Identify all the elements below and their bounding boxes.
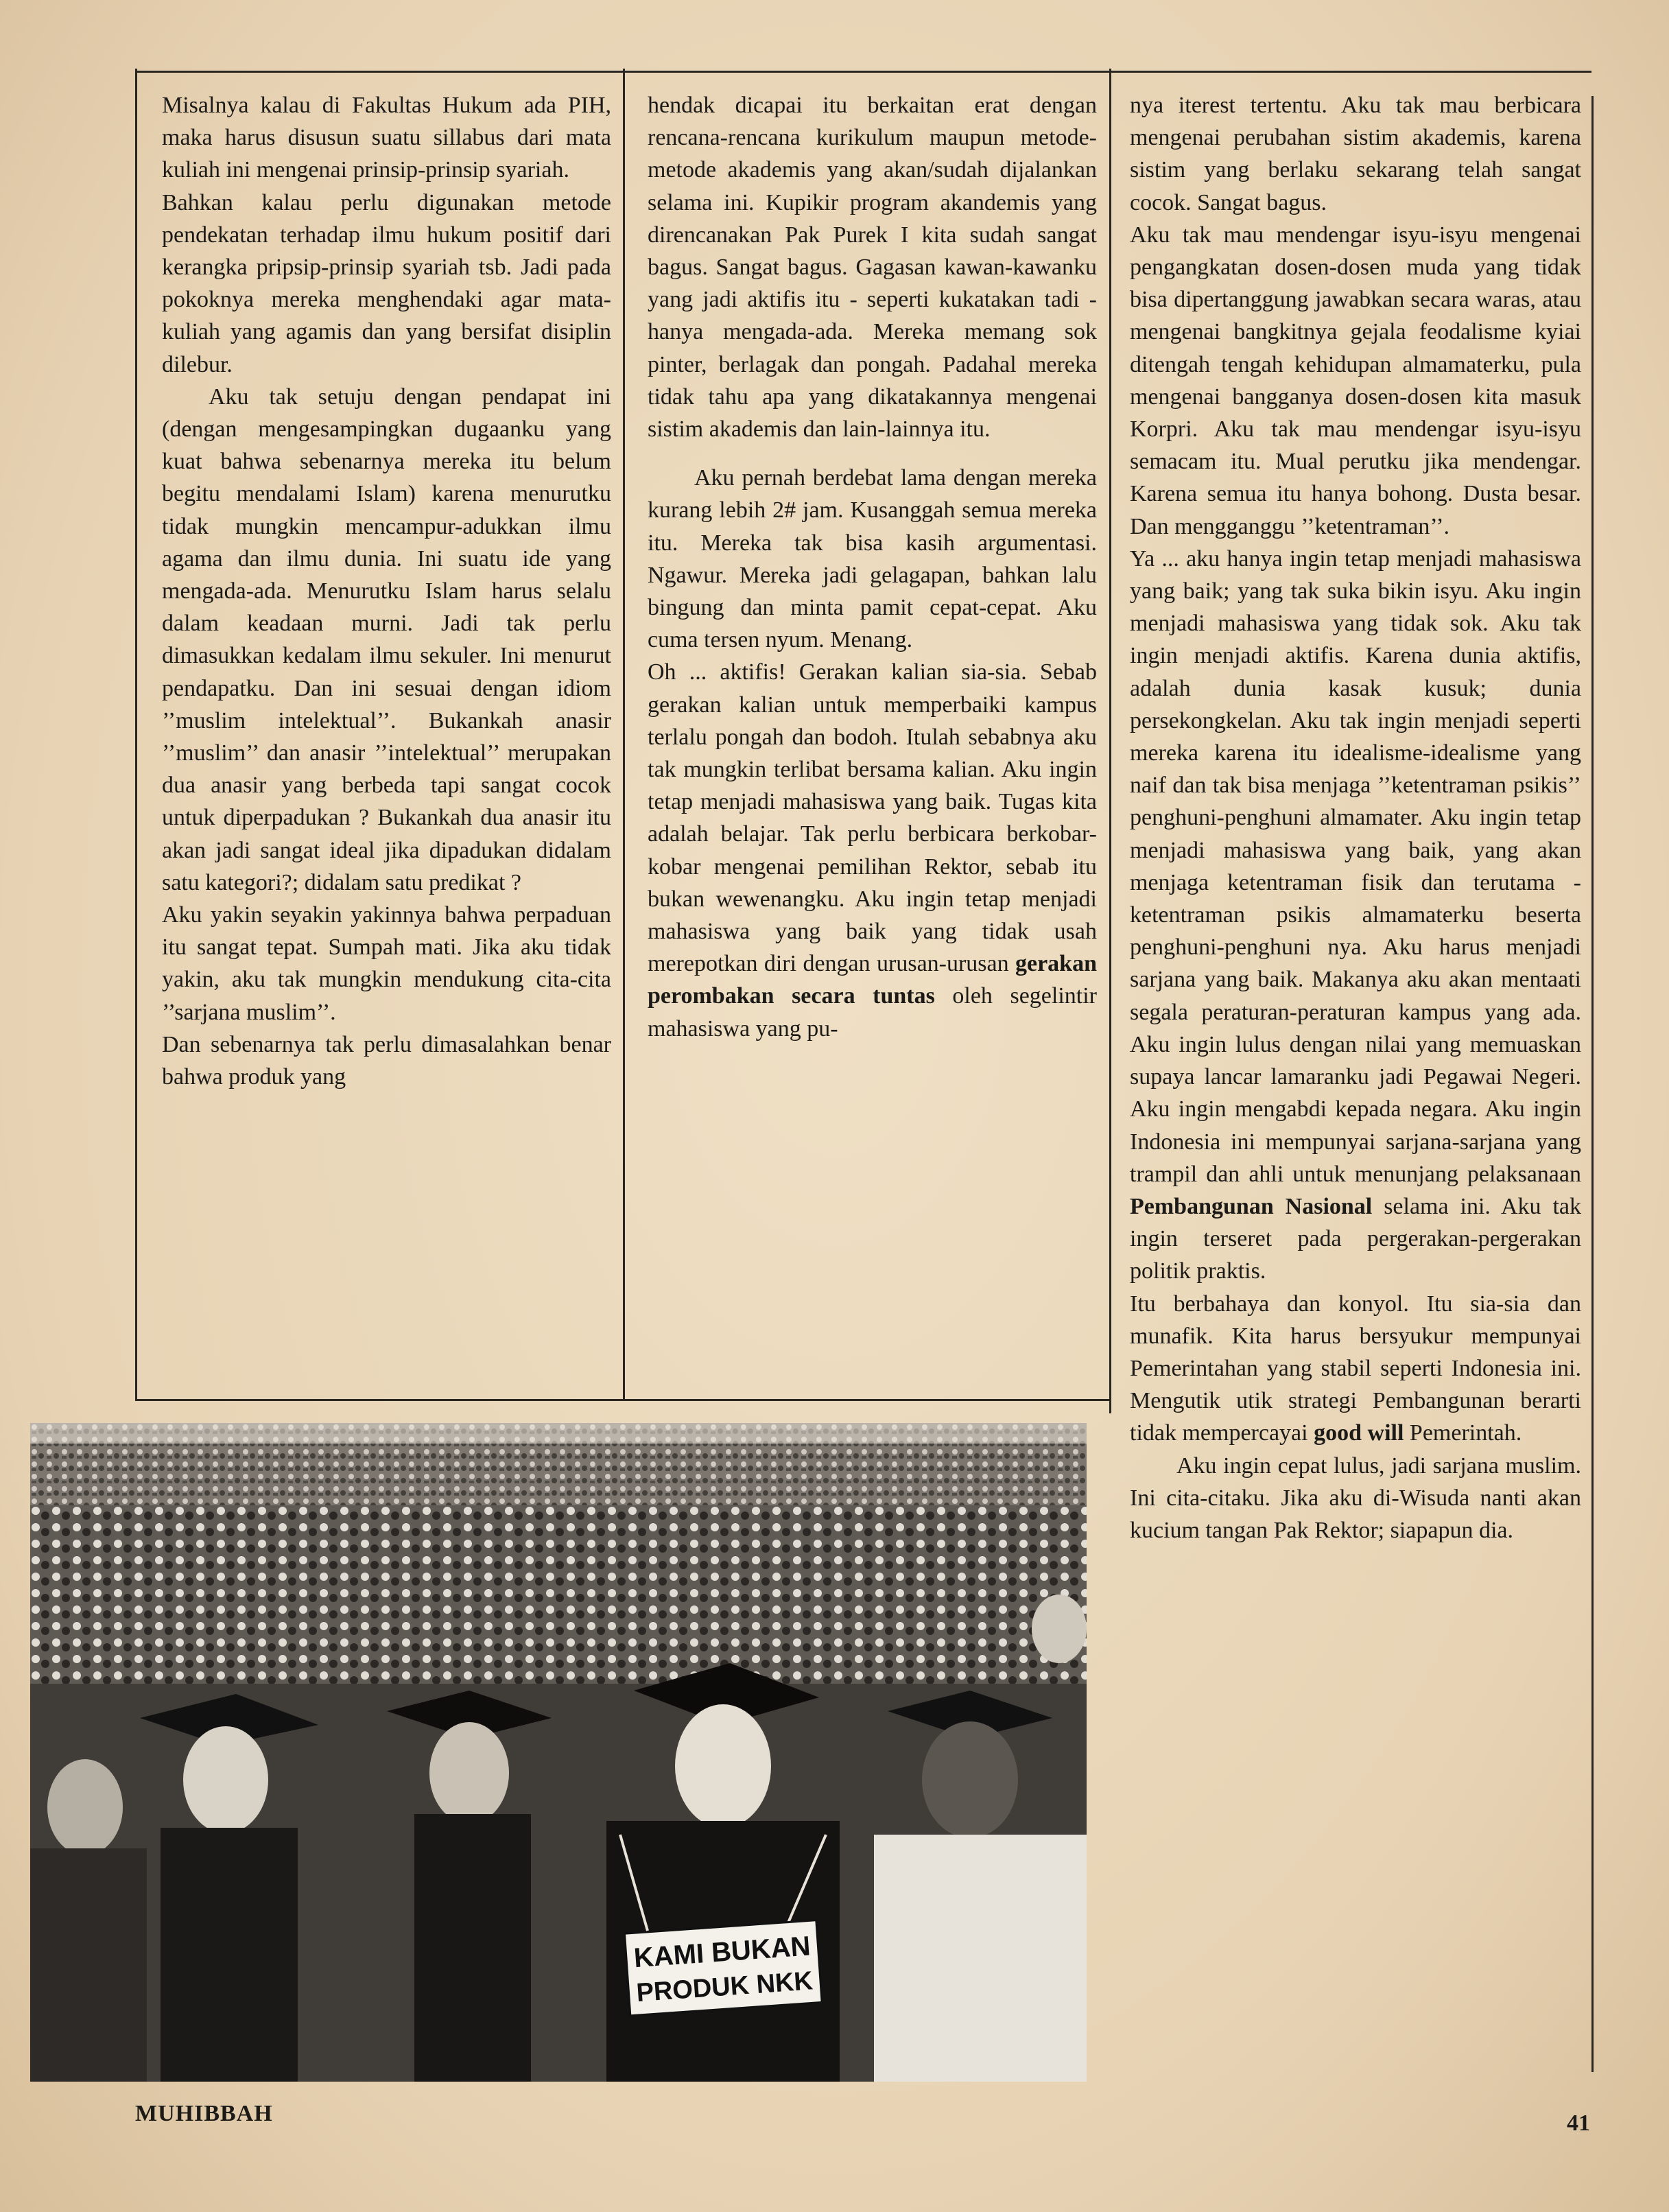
paragraph: Aku yakin seyakin yakinnya bahwa perpaduan itu sangat tepat. Sumpah mati. Jika aku tidak yakin, aku tak mungkin mendukung cita-cita ’’sarjana muslim’’.	[162, 902, 611, 1025]
paragraph: Aku tak setuju dengan pendapat ini (dengan mengesampingkan dugaanku yang kuat bahwa sebenarnya mereka itu belum begitu mendalami Islam) karena menurutku tidak mungkin mencampur-adukkan ilmu agama dan ilmu dunia. Ini suatu ide yang mengada-ada. Menurutku Islam harus selalu dalam keadaan murni. Jadi tak perlu dimasukkan kedalam ilmu sekuler. Ini menurut pendapatku. Dan ini sesuai dengan idiom ’’muslim intelektual’’. Bukankah anasir ’’muslim’’ dan anasir ’’intelektual’’ merupakan dua anasir yang berbeda tapi sangat cocok untuk diperpadukan ? Bukankah dua anasir itu akan jadi sangat ideal jika dipadukan didalam satu kategori?; didalam satu predikat ?	[162, 384, 611, 895]
paragraph	[1130, 543, 1581, 1288]
column-divider-mid-1	[623, 69, 625, 1401]
paragraph	[1130, 1288, 1581, 1450]
article-column-3	[1130, 89, 1581, 1546]
sign-line-2: PRODUK NKK	[635, 1966, 814, 2008]
graduation-photo	[30, 1423, 1087, 2082]
paragraph: Aku ingin cepat lulus, jadi sarjana muslim. Ini cita-citaku. Jika aku di-Wisuda nanti akan kucium tangan Pak Rektor; siapapun dia.	[1130, 1452, 1581, 1543]
top-rule	[135, 71, 1591, 73]
paragraph-text: Itu berbahaya dan konyol. Itu sia-sia dan munafik. Kita harus bersyukur mempunyai Pemerintahan yang stabil seperti Indonesia ini. Mengutik utik strategi Pembangunan berarti tidak mempercayai	[1130, 1291, 1581, 1446]
column-divider-right	[1591, 96, 1594, 2072]
photo-graphic	[30, 1423, 1087, 2082]
paragraph: hendak dicapai itu berkaitan erat dengan rencana-rencana kurikulum maupun metode-metode akademis yang akan/sudah dijalankan selama ini. Kupikir program akandemis yang direncanakan Pak Purek I kita sudah sangat bagus. Sangat bagus. Gagasan kawan-kawanku yang jadi aktifis itu - seperti kukatakan tadi - hanya mengada-ada. Mereka memang sok pinter, berlagak dan pongah. Padahal mereka tidak tahu apa yang dikatakannya mengenai sistim akademis dan lain-lainnya itu.	[648, 93, 1097, 443]
paragraph: Dan sebenarnya tak perlu dimasalahkan benar bahwa produk yang	[162, 1031, 611, 1090]
protest-sign	[624, 1920, 822, 2016]
article-column-1	[162, 89, 611, 1093]
column-divider-mid-2	[1109, 69, 1111, 1413]
paragraph-text: Oh ... aktifis! Gerakan kalian sia-sia. Sebab gerakan kalian untuk memperbaiki kampus terlalu pongah dan bodoh. Itulah sebabnya aku tak mungkin terlibat bersama kalian. Aku ingin tetap menjadi mahasiswa yang baik. Tugas kita adalah belajar. Tak perlu berbicara berkobar-kobar mengenai pemilihan Rektor, sebab itu bukan wewenangku. Aku ingin tetap menjadi mahasiswa yang baik yang tidak usah merepotkan diri dengan urusan-urusan	[648, 659, 1097, 977]
bold-phrase: gerakan perombakan secara tuntas	[648, 951, 1097, 1009]
paragraph	[648, 656, 1097, 1044]
magazine-name: MUHIBBAH	[135, 2101, 273, 2126]
bold-phrase: good will	[1314, 1420, 1404, 1446]
photo-top-rule	[135, 1399, 1111, 1401]
paragraph: Bahkan kalau perlu digunakan metode pendekatan terhadap ilmu hukum positif dari kerangka pripsip-prinsip syariah tsb. Jadi pada pokoknya mereka menghendaki agar mata-kuliah yang agamis dan yang bersifat disiplin dilebur.	[162, 189, 611, 377]
paragraph: nya iterest tertentu. Aku tak mau berbicara mengenai perubahan sistim akademis, karena sistim yang berlaku sekarang telah sangat cocok. Sangat bagus.	[1130, 93, 1581, 215]
paragraph: Aku pernah berdebat lama dengan mereka kurang lebih 2# jam. Kusanggah semua mereka itu. Mereka tak bisa kasih argumentasi. Ngawur. Mereka jadi gelagapan, bahkan lalu bingung dan minta pamit cepat-cepat. Aku cuma tersen nyum. Menang.	[648, 465, 1097, 653]
column-divider-left	[135, 69, 137, 1401]
bold-phrase: Pembangunan Nasional	[1130, 1193, 1373, 1219]
paragraph-text: Ya ... aku hanya ingin tetap menjadi mahasiswa yang baik; yang tak suka bikin isyu. Aku ingin menjadi mahasiswa yang tidak sok. Aku tak ingin menjadi aktifis. Karena dunia aktifis, adalah dunia kasak kusuk; dunia persekongkelan. Aku tak ingin menjadi seperti mereka karena itu idealisme-idealisme yang naif dan tak bisa menjaga ’’ketentraman psikis’’ penghuni-penghuni almamater. Aku ingin tetap menjadi mahasiswa yang baik, yang akan menjaga ketentraman fisik dan terutama - ketentraman psikis almamaterku beserta penghuni-penghuni nya. Aku harus menjadi sarjana yang baik. Makanya aku akan mentaati segala peraturan-peraturan kampus yang ada. Aku ingin lulus dengan nilai yang memuaskan supaya lancar lamaranku jadi Pegawai Negeri. Aku ingin mengabdi kepada negara. Aku ingin Indonesia ini mempunyai sarjana-sarjana yang trampil dan ahli untuk menunjang pelaksanaan	[1130, 545, 1581, 1187]
paragraph-text: oleh segelintir mahasiswa yang pu-	[648, 983, 1097, 1042]
sign-line-1: KAMI BUKAN	[632, 1931, 812, 1974]
paragraph-text: selama ini. Aku tak ingin terseret pada pergerakan-pergerakan politik praktis.	[1130, 1193, 1581, 1284]
paragraph: Aku tak mau mendengar isyu-isyu mengenai pengangkatan dosen-dosen muda yang tidak bisa dipertanggung jawabkan secara waras, atau mengenai bangkitnya gejala feodalisme kyiai ditengah tengah kehidupan almamaterku, pula mengenai bangganya dosen-dosen kita masuk Korpri. Aku tak mau mendengar isyu-isyu semacam itu. Mual perutku jika mendengar. Karena semua itu hanya bohong. Dusta besar. Dan mengganggu ’’ketentraman’’.	[1130, 222, 1581, 539]
article-column-2	[648, 89, 1097, 1045]
paragraph: Misalnya kalau di Fakultas Hukum ada PIH, maka harus disusun suatu sillabus dari mata kuliah ini mengenai prinsip-prinsip syariah.	[162, 93, 611, 183]
page-number: 41	[1567, 2110, 1590, 2136]
paragraph-text: Pemerintah.	[1409, 1420, 1522, 1446]
